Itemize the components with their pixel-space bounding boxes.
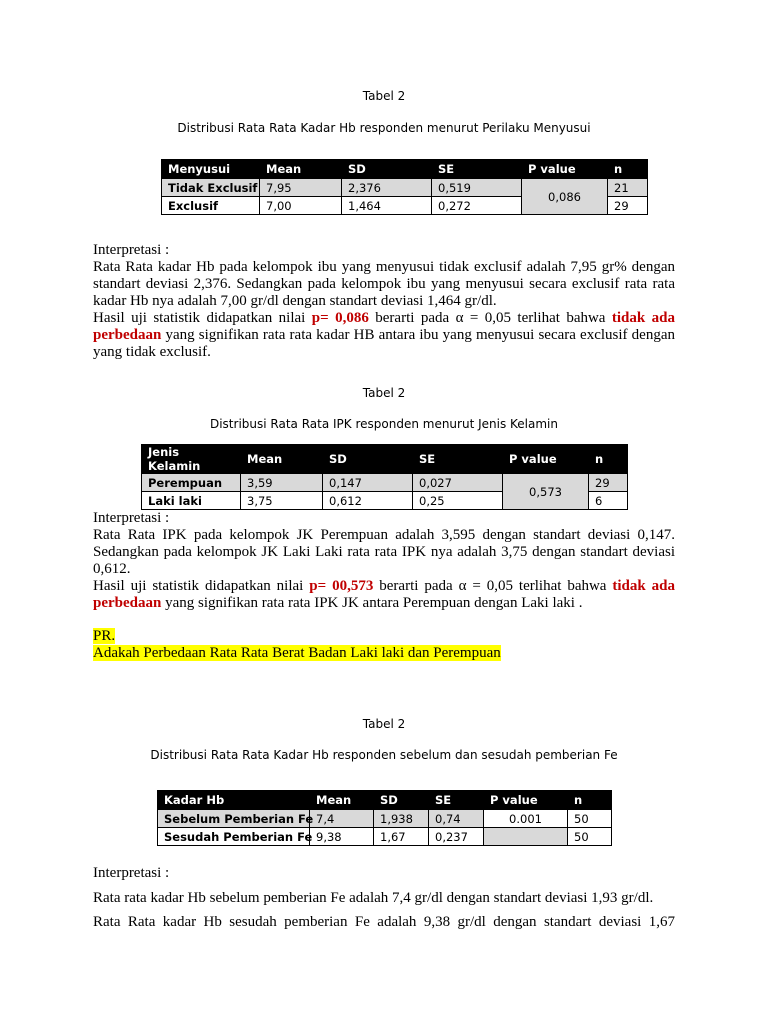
homework-question: Adakah Perbedaan Rata Rata Berat Badan Laki laki dan Perempuan: [93, 645, 501, 661]
table-header-row: [162, 160, 648, 179]
table-label: Tabel 2: [362, 717, 406, 731]
result-text: berarti pada α = 0,05 terlihat bahwa: [373, 578, 613, 594]
interpretation-title: Interpretasi :: [93, 510, 170, 526]
se-cell: 0,237: [429, 828, 484, 846]
conclusion-emphasis: tidak ada perbedaan: [93, 578, 676, 611]
result-text: berarti pada α = 0,05 terlihat bahwa: [368, 310, 612, 326]
row-label: Sesudah Pemberian Fe: [158, 828, 310, 846]
table-caption: Distribusi Rata Rata Kadar Hb responden sebelum dan sesudah pemberian Fe: [150, 748, 618, 762]
sd-cell: 1,464: [342, 197, 432, 215]
sd-cell: 0,147: [323, 474, 413, 492]
header-cell: SE: [432, 160, 522, 179]
table-caption: Distribusi Rata Rata Kadar Hb responden menurut Perilaku Menyusui: [177, 121, 591, 135]
header-cell: Mean: [241, 445, 323, 474]
p-value-emphasis: p= 00,573: [309, 578, 374, 594]
sd-cell: 2,376: [342, 179, 432, 197]
sd-cell: 1,938: [374, 810, 429, 828]
se-cell: 0,027: [413, 474, 503, 492]
interpretation-text: Rata rata kadar Hb sebelum pemberian Fe adalah 7,4 gr/dl dengan standart deviasi 1,93 gr/dl.: [93, 890, 654, 906]
header-cell: Mean: [260, 160, 342, 179]
n-cell: 21: [608, 179, 648, 197]
header-cell: n: [608, 160, 648, 179]
row-label: Sebelum Pemberian Fe: [158, 810, 310, 828]
table-label: Tabel 2: [362, 386, 406, 400]
n-cell: 29: [608, 197, 648, 215]
se-cell: 0,25: [413, 492, 503, 510]
se-cell: 0,74: [429, 810, 484, 828]
header-cell: SD: [342, 160, 432, 179]
mean-cell: 7,95: [260, 179, 342, 197]
header-cell: P value: [522, 160, 608, 179]
table-row: [158, 828, 612, 846]
header-cell: P value: [503, 445, 589, 474]
interpretation-text: Rata Rata kadar Hb sesudah pemberian Fe adalah 9,38 gr/dl dengan standart deviasi 1,67: [93, 914, 675, 930]
hb-breastfeeding-table: [161, 159, 648, 215]
statistical-result: [93, 578, 675, 612]
p-value-cell: [484, 828, 568, 846]
homework-block: [93, 628, 675, 662]
p-value-cell: 0,573: [503, 474, 589, 510]
table-row: [162, 179, 648, 197]
p-value-cell: 0.001: [484, 810, 568, 828]
mean-cell: 7,00: [260, 197, 342, 215]
n-cell: 50: [568, 810, 612, 828]
row-label: Perempuan: [142, 474, 241, 492]
ipk-gender-table: [141, 444, 628, 510]
hb-fe-table: [157, 790, 612, 846]
table-caption: Distribusi Rata Rata IPK responden menurut Jenis Kelamin: [209, 417, 558, 431]
sd-cell: 1,67: [374, 828, 429, 846]
result-text: yang signifikan rata rata kadar HB antara ibu yang menyusui secara exclusif dengan yang tidak exclusif.: [93, 327, 675, 360]
row-label: Exclusif: [162, 197, 260, 215]
table-header-row: [158, 791, 612, 810]
result-text: Hasil uji statistik didapatkan nilai: [93, 578, 310, 594]
se-cell: 0,272: [432, 197, 522, 215]
sd-cell: 0,612: [323, 492, 413, 510]
interpretation-block: [93, 242, 675, 361]
mean-cell: 9,38: [310, 828, 374, 846]
table-row: [158, 810, 612, 828]
table-header-row: [142, 445, 628, 474]
header-cell: n: [568, 791, 612, 810]
table-row: [142, 474, 628, 492]
interpretation-block: [93, 510, 675, 612]
header-cell: Mean: [310, 791, 374, 810]
mean-cell: 3,59: [241, 474, 323, 492]
interpretation-text: Rata Rata kadar Hb pada kelompok ibu yang menyusui tidak exclusif adalah 7,95 gr% dengan standart deviasi 2,376. Sedangkan pada kelompok ibu yang menyusui secara exclusif rata rata kadar Hb nya adalah 7,00 gr/dl dengan standart deviasi 1,464 gr/dl.: [93, 259, 675, 309]
mean-cell: 3,75: [241, 492, 323, 510]
p-value-cell: 0,086: [522, 179, 608, 215]
se-cell: 0,519: [432, 179, 522, 197]
statistical-result: [93, 310, 675, 361]
result-text: yang signifikan rata rata IPK JK antara Perempuan dengan Laki laki .: [161, 595, 583, 611]
header-cell: SD: [323, 445, 413, 474]
interpretation-title: Interpretasi :: [93, 865, 170, 881]
n-cell: 6: [589, 492, 628, 510]
header-cell: P value: [484, 791, 568, 810]
table-label: Tabel 2: [362, 89, 406, 103]
interpretation-text: Rata Rata IPK pada kelompok JK Perempuan adalah 3,595 dengan standart deviasi 0,147. Sedangkan pada kelompok JK Laki Laki rata rata IPK nya adalah 3,75 dengan standart deviasi 0,612.: [93, 527, 675, 577]
header-cell: SE: [413, 445, 503, 474]
row-label: Laki laki: [142, 492, 241, 510]
result-text: Hasil uji statistik didapatkan nilai: [93, 310, 312, 326]
header-cell: n: [589, 445, 628, 474]
conclusion-emphasis: tidak ada perbedaan: [93, 310, 676, 343]
n-cell: 29: [589, 474, 628, 492]
mean-cell: 7,4: [310, 810, 374, 828]
header-cell: Kadar Hb: [158, 791, 310, 810]
p-value-emphasis: p= 0,086: [311, 310, 369, 326]
n-cell: 50: [568, 828, 612, 846]
interpretation-title: Interpretasi :: [93, 242, 170, 258]
header-cell: Menyusui: [162, 160, 260, 179]
row-label: Tidak Exclusif: [162, 179, 260, 197]
header-cell: SD: [374, 791, 429, 810]
header-cell: Jenis Kelamin: [142, 445, 241, 474]
homework-label: PR.: [93, 628, 116, 644]
header-cell: SE: [429, 791, 484, 810]
